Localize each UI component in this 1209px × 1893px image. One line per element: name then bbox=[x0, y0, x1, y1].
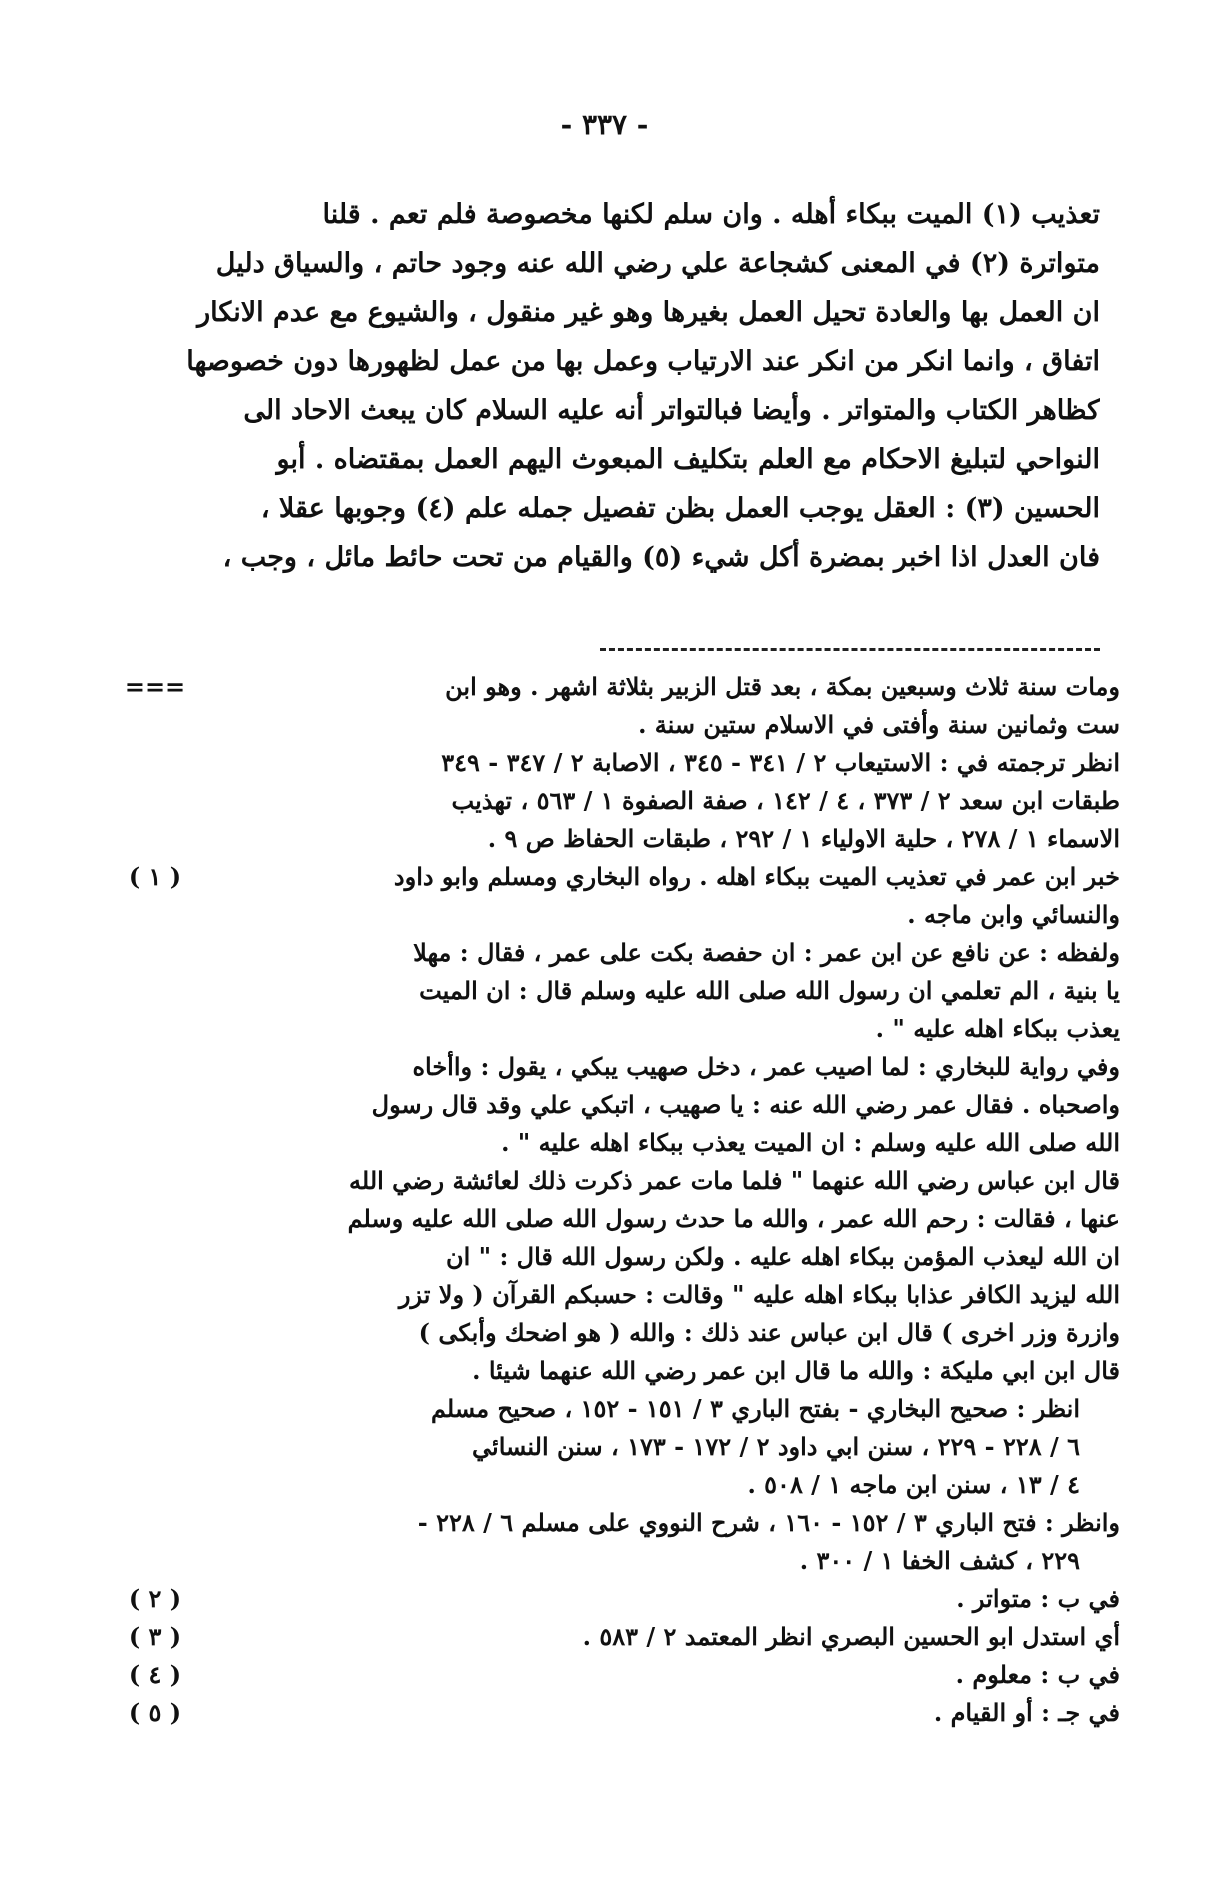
footnote-marker bbox=[120, 1200, 190, 1238]
main-text-line: الحسين (٣) : العقل يوجب العمل بظن تفصيل جمله علم (٤) وجوبها عقلا ، bbox=[260, 493, 1100, 524]
footnote-marker: ( ٣ ) bbox=[128, 1622, 182, 1651]
footnote-text: عنها ، فقالت : رحم الله عمر ، والله ما حدث رسول الله صلى الله عليه وسلم bbox=[347, 1204, 1120, 1233]
footnote-line bbox=[120, 782, 1120, 820]
footnote-text: انظر ترجمته في : الاستيعاب ٢ / ٣٤١ - ٣٤٥ ، الاصابة ٢ / ٣٤٧ - ٣٤٩ bbox=[441, 748, 1120, 777]
footnote-text: وفي رواية للبخاري : لما اصيب عمر ، دخل صهيب يبكي ، يقول : واأخاه bbox=[412, 1052, 1120, 1081]
page-number: - ٣٣٧ - bbox=[560, 108, 649, 141]
footnote-line bbox=[120, 1162, 1120, 1200]
footnote-text: ٤ / ١٣ ، سنن ابن ماجه ١ / ٥٠٨ . bbox=[747, 1470, 1080, 1499]
footnote-line bbox=[120, 934, 1120, 972]
footnote-marker bbox=[120, 1314, 190, 1352]
footnote-line bbox=[120, 858, 1120, 896]
footnote-line bbox=[120, 1352, 1120, 1390]
footnote-marker bbox=[120, 1048, 190, 1086]
footnote-marker: ( ٢ ) bbox=[128, 1584, 182, 1613]
footnote-marker: ( ١ ) bbox=[128, 862, 182, 891]
footnote-text: ست وثمانين سنة وأفتى في الاسلام ستين سنة . bbox=[638, 710, 1120, 739]
footnote-text: طبقات ابن سعد ٢ / ٣٧٣ ، ٤ / ١٤٢ ، صفة الصفوة ١ / ٥٦٣ ، تهذيب bbox=[451, 786, 1120, 815]
footnote-text: قال ابن ابي مليكة : والله ما قال ابن عمر رضي الله عنهما شيئا . bbox=[472, 1356, 1120, 1385]
footnote-text: ٦ / ٢٢٨ - ٢٢٩ ، سنن ابي داود ٢ / ١٧٢ - ١٧٣ ، سنن النسائي bbox=[472, 1432, 1080, 1461]
footnote-text: الاسماء ١ / ٢٧٨ ، حلية الاولياء ١ / ٢٩٢ ، طبقات الحفاظ ص ٩ . bbox=[487, 824, 1120, 853]
footnote-marker bbox=[120, 1504, 190, 1542]
footnote-line bbox=[120, 1466, 1120, 1504]
footnote-text: قال ابن عباس رضي الله عنهما " فلما مات عمر ذكرت ذلك لعائشة رضي الله bbox=[349, 1166, 1120, 1195]
footnote-text: ولفظه : عن نافع عن ابن عمر : ان حفصة بكت على عمر ، فقال : مهلا bbox=[413, 938, 1120, 967]
footnote-text: الله صلى الله عليه وسلم : ان الميت يعذب ببكاء اهله عليه " . bbox=[501, 1128, 1120, 1157]
footnote-text: يعذب ببكاء اهله عليه " . bbox=[875, 1014, 1120, 1043]
main-text-line: ان العمل بها والعادة تحيل العمل بغيرها وهو غير منقول ، والشيوع مع عدم الانكار bbox=[197, 297, 1100, 328]
footnote-line bbox=[120, 1580, 1120, 1618]
footnote-line bbox=[120, 972, 1120, 1010]
footnote-marker bbox=[120, 1542, 190, 1580]
main-text-line: النواحي لتبليغ الاحكام مع العلم بتكليف المبعوث اليهم العمل بمقتضاه . أبو bbox=[276, 444, 1100, 475]
footnote-text: وانظر : فتح الباري ٣ / ١٥٢ - ١٦٠ ، شرح النووي على مسلم ٦ / ٢٢٨ - bbox=[417, 1508, 1120, 1537]
footnote-line bbox=[120, 1656, 1120, 1694]
footnote-line bbox=[120, 1200, 1120, 1238]
footnote-text: في ب : متواتر . bbox=[956, 1584, 1120, 1613]
footnote-marker bbox=[120, 1238, 190, 1276]
footnote-text: ان الله ليعذب المؤمن ببكاء اهله عليه . ولكن رسول الله قال : " ان bbox=[445, 1242, 1120, 1271]
footnote-marker bbox=[120, 1010, 190, 1048]
footnote-text: والنسائي وابن ماجه . bbox=[907, 900, 1120, 929]
footnote-line bbox=[120, 668, 1120, 706]
footnote-marker bbox=[120, 1352, 190, 1390]
footnote-line bbox=[120, 706, 1120, 744]
footnote-marker bbox=[120, 1124, 190, 1162]
footnote-line bbox=[120, 1048, 1120, 1086]
footnote-text: يا بنية ، الم تعلمي ان رسول الله صلى الله عليه وسلم قال : ان الميت bbox=[419, 976, 1120, 1005]
main-text-line: اتفاق ، وانما انكر من انكر عند الارتياب وعمل بها من عمل لظهورها دون خصوصها bbox=[186, 346, 1100, 377]
main-text bbox=[150, 190, 1100, 582]
footnote-line bbox=[120, 1086, 1120, 1124]
footnote-marker bbox=[120, 896, 190, 934]
footnote-marker: ( ٤ ) bbox=[128, 1660, 182, 1689]
footnote-text: أي استدل ابو الحسين البصري انظر المعتمد ٢ / ٥٨٣ . bbox=[582, 1622, 1120, 1651]
footnote-text: الله ليزيد الكافر عذابا ببكاء اهله عليه " وقالت : حسبكم القرآن ( ولا تزر bbox=[398, 1280, 1120, 1309]
footnote-line bbox=[120, 744, 1120, 782]
footnote-marker bbox=[120, 1390, 190, 1428]
footnote-text: في ب : معلوم . bbox=[955, 1660, 1120, 1689]
footnote-marker: ( ٥ ) bbox=[128, 1698, 182, 1727]
footnote-text: خبر ابن عمر في تعذيب الميت ببكاء اهله . رواه البخاري ومسلم وابو داود bbox=[393, 862, 1120, 891]
footnote-marker bbox=[120, 1162, 190, 1200]
footnote-marker bbox=[120, 782, 190, 820]
footnote-marker bbox=[120, 934, 190, 972]
footnote-text: واصحباه . فقال عمر رضي الله عنه : يا صهيب ، اتبكي علي وقد قال رسول bbox=[371, 1090, 1120, 1119]
footnote-marker: === bbox=[124, 672, 186, 701]
footnote-line bbox=[120, 1276, 1120, 1314]
footnote-line bbox=[120, 896, 1120, 934]
footnote-divider bbox=[600, 648, 1100, 651]
footnote-line bbox=[120, 1390, 1120, 1428]
footnote-line bbox=[120, 1694, 1120, 1732]
footnote-marker bbox=[120, 1086, 190, 1124]
footnote-marker bbox=[120, 1276, 190, 1314]
footnote-text: انظر : صحيح البخاري - بفتح الباري ٣ / ١٥١ - ١٥٢ ، صحيح مسلم bbox=[430, 1394, 1080, 1423]
main-text-line: تعذيب (١) الميت ببكاء أهله . وان سلم لكنها مخصوصة فلم تعم . قلنا bbox=[322, 199, 1100, 230]
footnotes bbox=[120, 668, 1120, 1732]
footnote-text: ٢٢٩ ، كشف الخفا ١ / ٣٠٠ . bbox=[799, 1546, 1080, 1575]
footnote-line bbox=[120, 1542, 1120, 1580]
main-text-line: متواترة (٢) في المعنى كشجاعة علي رضي الله عنه وجود حاتم ، والسياق دليل bbox=[215, 248, 1100, 279]
footnote-line bbox=[120, 1010, 1120, 1048]
footnote-marker bbox=[120, 972, 190, 1010]
footnote-marker bbox=[120, 820, 190, 858]
footnote-line bbox=[120, 820, 1120, 858]
footnote-marker bbox=[120, 1428, 190, 1466]
main-text-line: فان العدل اذا اخبر بمضرة أكل شيء (٥) والقيام من تحت حائط مائل ، وجب ، bbox=[222, 542, 1100, 573]
footnote-text: في جـ : أو القيام . bbox=[933, 1698, 1120, 1727]
footnote-text: وازرة وزر اخرى ) قال ابن عباس عند ذلك : والله ( هو اضحك وأبكى ) bbox=[418, 1318, 1120, 1347]
footnote-text: ومات سنة ثلاث وسبعين بمكة ، بعد قتل الزبير بثلاثة اشهر . وهو ابن bbox=[445, 672, 1120, 701]
footnote-line bbox=[120, 1124, 1120, 1162]
footnote-line bbox=[120, 1428, 1120, 1466]
footnote-line bbox=[120, 1618, 1120, 1656]
main-text-line: كظاهر الكتاب والمتواتر . وأيضا فبالتواتر أنه عليه السلام كان يبعث الاحاد الى bbox=[243, 395, 1100, 426]
footnote-line bbox=[120, 1314, 1120, 1352]
footnote-line bbox=[120, 1238, 1120, 1276]
footnote-marker bbox=[120, 1466, 190, 1504]
footnote-line bbox=[120, 1504, 1120, 1542]
footnote-marker bbox=[120, 744, 190, 782]
footnote-marker bbox=[120, 706, 190, 744]
